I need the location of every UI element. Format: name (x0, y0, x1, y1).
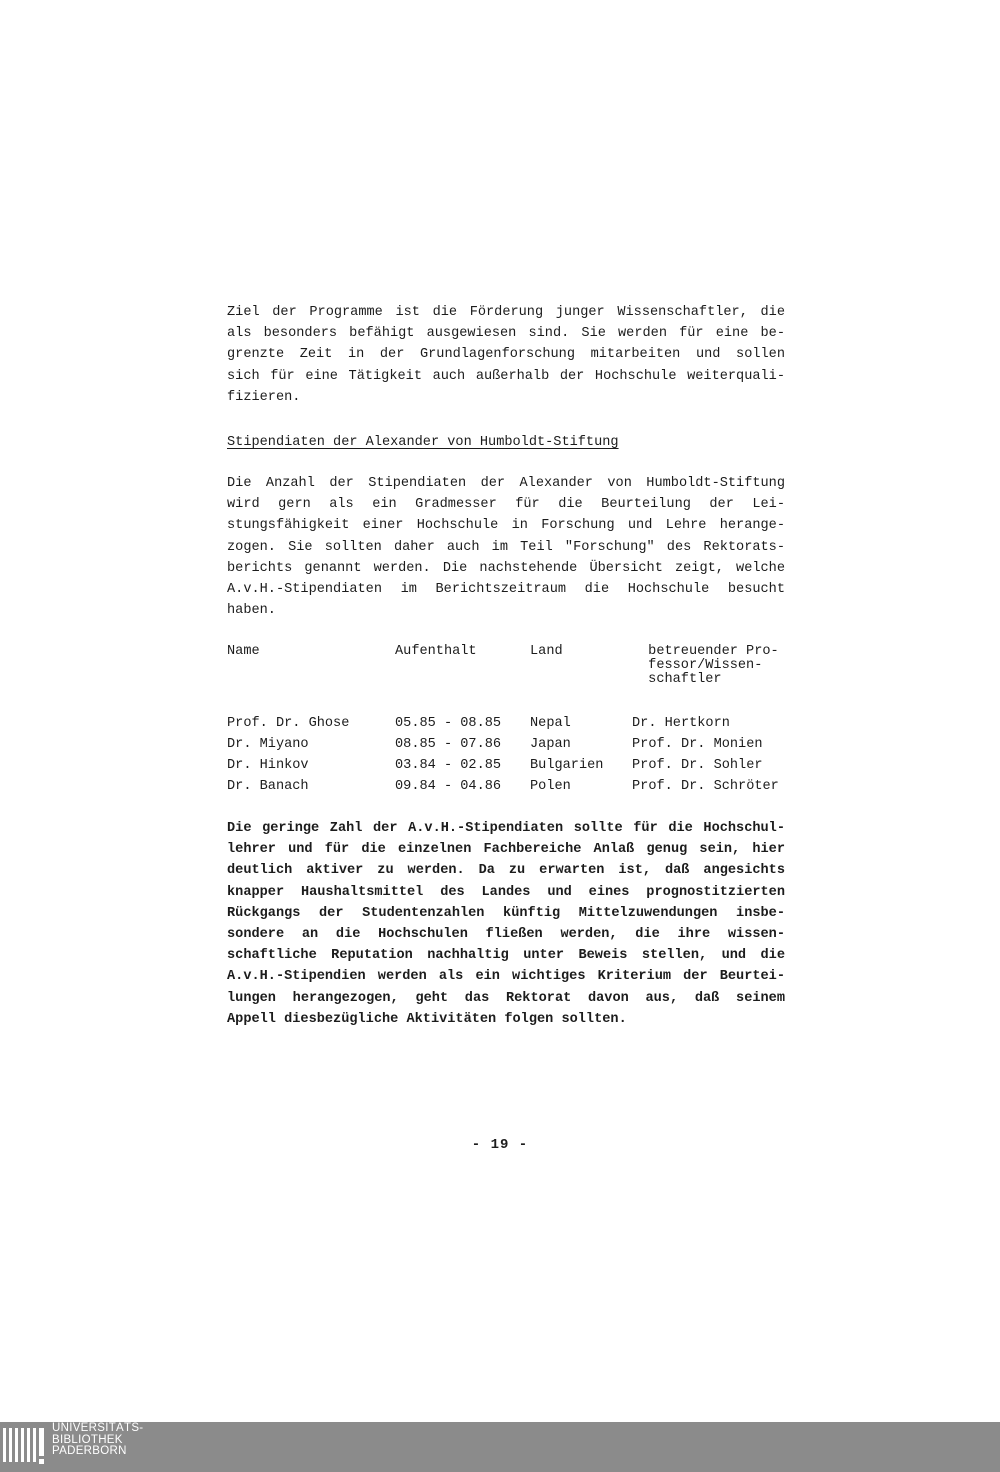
logo-line: UNIVERSITÄTS- (52, 1422, 144, 1434)
text-line: zogen. Sie sollten daher auch im Teil "Forschung" des Rektorats- (227, 539, 785, 555)
text-line: Die geringe Zahl der A.v.H.-Stipendiaten sollte für die Hochschul- (227, 821, 785, 836)
section-heading: Stipendiaten der Alexander von Humboldt-Stiftung (227, 435, 619, 450)
cell-professor: Prof. Dr. Schröter (632, 779, 779, 794)
cell-name: Prof. Dr. Ghose (227, 716, 350, 731)
header-line: fessor/Wissen- (640, 658, 763, 674)
text-line: stungsfähigkeit einer Hochschule in Forschung und Lehre herange- (227, 518, 785, 534)
header-line: betreuender Pro- (640, 644, 779, 659)
table-header-name: Name (227, 644, 260, 659)
page-number: - 19 - (471, 1137, 529, 1153)
cell-name: Dr. Banach (227, 779, 309, 794)
table-header-land: Land (530, 644, 563, 659)
cell-land: Japan (530, 737, 571, 752)
text-line: Die Anzahl der Stipendiaten der Alexander von Humboldt-Stiftung (227, 476, 785, 491)
text-line: deutlich aktiver zu werden. Da zu erwarten ist, daß angesichts (227, 863, 785, 879)
cell-professor: Dr. Hertkorn (632, 716, 730, 731)
table-row (0, 713, 1000, 734)
text-line: wird gern als ein Gradmesser für die Beurteilung der Lei- (227, 497, 785, 513)
paragraph-programme-goal (227, 302, 785, 408)
table-row (0, 755, 1000, 776)
header-line: schaftler (640, 672, 722, 688)
paragraph-appeal (227, 818, 785, 1030)
text-line: haben. (227, 603, 276, 619)
logo-line: PADERBORN (52, 1445, 127, 1458)
text-line: A.v.H.-Stipendiaten im Berichtszeitraum die Hochschule besucht (227, 582, 785, 598)
table-header-stay: Aufenthalt (395, 644, 477, 659)
text-line: sich für eine Tätigkeit auch außerhalb der Hochschule weiterquali- (227, 368, 785, 384)
text-line: lehrer und für die einzelnen Fachbereiche Anlaß genug sein, hier (227, 842, 785, 858)
cell-land: Bulgarien (530, 758, 604, 773)
text-line: A.v.H.-Stipendien werden als ein wichtiges Kriterium der Beurtei- (227, 969, 785, 985)
cell-stay: 03.84 - 02.85 (395, 758, 502, 773)
cell-stay: 09.84 - 04.86 (395, 779, 502, 794)
cell-stay: 08.85 - 07.86 (395, 737, 502, 752)
text-line: Rückgangs der Studentenzahlen künftig Mittelzuwendungen insbe- (227, 905, 785, 921)
logo-line: BIBLIOTHEK (52, 1433, 123, 1446)
library-footer (0, 1422, 1000, 1472)
cell-land: Polen (530, 779, 571, 794)
paragraph-humboldt-intro (227, 473, 785, 621)
text-line: sondere an die Hochschulen fließen werden, die ihre wissen- (227, 927, 785, 943)
text-line: lungen herangezogen, geht das Rektorat davon aus, daß seinem (227, 990, 785, 1006)
text-line: fizieren. (227, 389, 301, 405)
text-line: grenzte Zeit in der Grundlagenforschung mitarbeiten und sollen (227, 347, 785, 363)
text-line: Ziel der Programme ist die Förderung junger Wissenschaftler, die (227, 305, 785, 320)
text-line: als besonders befähigt ausgewiesen sind. Sie werden für eine be- (227, 326, 785, 342)
text-line: berichts genannt werden. Die nachstehende Übersicht zeigt, welche (227, 560, 785, 576)
text-line: Appell diesbezügliche Aktivitäten folgen sollten. (227, 1011, 627, 1027)
cell-name: Dr. Hinkov (227, 758, 309, 773)
table-header-professor (640, 645, 779, 688)
cell-name: Dr. Miyano (227, 737, 309, 752)
cell-stay: 05.85 - 08.85 (395, 716, 502, 731)
table-row (0, 734, 1000, 755)
library-logo-text (52, 1423, 143, 1458)
cell-professor: Prof. Dr. Sohler (632, 758, 763, 773)
text-line: schaftliche Reputation nachhaltig unter Beweis stellen, und die (227, 948, 785, 964)
library-logo-icon (2, 1426, 46, 1468)
cell-land: Nepal (530, 716, 571, 731)
text-line: knapper Haushaltsmittel des Landes und eines prognostitzierten (227, 884, 785, 900)
cell-professor: Prof. Dr. Monien (632, 737, 763, 752)
table-row (0, 776, 1000, 797)
